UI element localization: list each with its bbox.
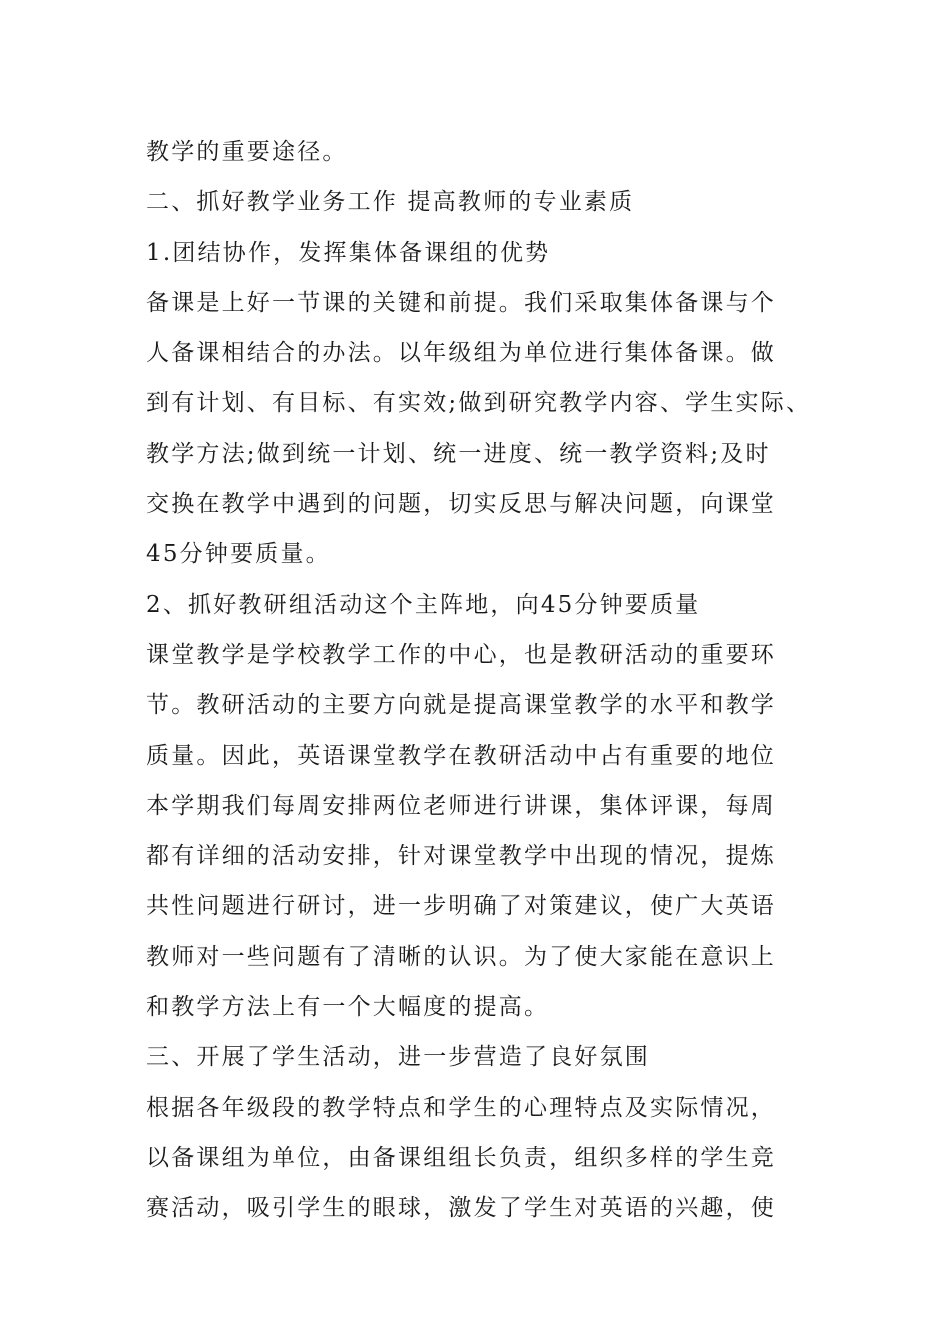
text-line: 教师对一些问题有了清晰的认识。为了使大家能在意识上 xyxy=(146,943,776,970)
subsection-heading: 1.团结协作，发挥集体备课组的优势 xyxy=(146,239,551,266)
text-line: 教学的重要途径。 xyxy=(146,139,348,165)
text-line: 共性问题进行研讨，进一步明确了对策建议，使广大英语 xyxy=(146,893,776,920)
text-line: 赛活动，吸引学生的眼球，激发了学生对英语的兴趣，使 xyxy=(146,1195,776,1222)
text-line: 质量。因此，英语课堂教学在教研活动中占有重要的地位 xyxy=(146,742,776,769)
text-line: 到有计划、有目标、有实效;做到研究教学内容、学生实际、 xyxy=(146,390,812,417)
text-line: 45分钟要质量。 xyxy=(146,541,331,568)
text-line: 备课是上好一节课的关键和前提。我们采取集体备课与个 xyxy=(146,289,776,316)
section-heading: 二、抓好教学业务工作 提高教师的专业素质 xyxy=(146,189,635,216)
text-line: 以备课组为单位，由备课组组长负责，组织多样的学生竞 xyxy=(146,1144,776,1171)
text-line: 课堂教学是学校教学工作的中心，也是教研活动的重要环 xyxy=(146,641,776,668)
text-line: 都有详细的活动安排，针对课堂教学中出现的情况，提炼 xyxy=(146,843,776,870)
section-heading: 三、开展了学生活动，进一步营造了良好氛围 xyxy=(146,1044,650,1071)
subsection-heading: 2、抓好教研组活动这个主阵地，向45分钟要质量 xyxy=(146,591,701,618)
text-line: 和教学方法上有一个大幅度的提高。 xyxy=(146,994,550,1021)
text-line: 人备课相结合的办法。以年级组为单位进行集体备课。做 xyxy=(146,340,776,367)
text-line: 教学方法;做到统一计划、统一进度、统一教学资料;及时 xyxy=(146,440,771,467)
text-line: 节。教研活动的主要方向就是提高课堂教学的水平和教学 xyxy=(146,692,776,719)
text-line: 根据各年级段的教学特点和学生的心理特点及实际情况， xyxy=(146,1094,776,1121)
text-line: 本学期我们每周安排两位老师进行讲课，集体评课，每周 xyxy=(146,792,776,819)
text-line: 交换在教学中遇到的问题，切实反思与解决问题，向课堂 xyxy=(146,491,776,518)
document-body xyxy=(146,127,826,1234)
